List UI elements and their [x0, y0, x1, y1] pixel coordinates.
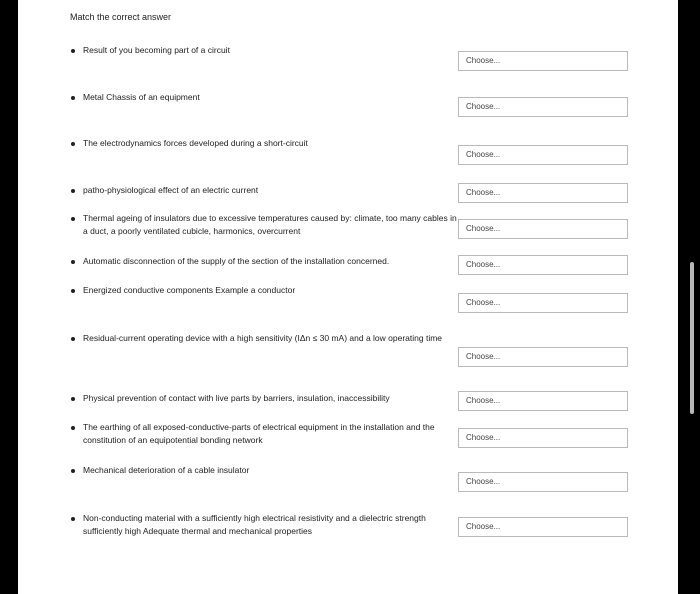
list-item	[70, 212, 460, 238]
item-text: Residual-current operating device with a high sensitivity (IΔn ≤ 30 mA) and a low operating time	[83, 333, 443, 343]
item-text: Non-conducting material with a sufficiently high electrical resistivity and a dielectric strength sufficiently high Adequate thermal and mechanical properties	[83, 513, 426, 536]
bullet-icon	[71, 96, 75, 100]
question-title: Match the correct answer	[70, 12, 172, 22]
bullet-icon	[71, 49, 75, 53]
list-item	[70, 91, 460, 104]
list-item	[70, 284, 460, 297]
item-text: Energized conductive components Example a conductor	[83, 285, 296, 295]
answer-select[interactable]: Choose...	[458, 51, 628, 71]
answer-select[interactable]: Choose...	[458, 293, 628, 313]
bullet-icon	[71, 337, 75, 341]
item-text: Mechanical deterioration of a cable insulator	[83, 465, 250, 475]
item-text: Thermal ageing of insulators due to excessive temperatures caused by: climate, too many cables in a duct, a poorly ventilated cubicle, harmonics, overcurrent	[83, 213, 457, 236]
bullet-icon	[71, 289, 75, 293]
answer-select[interactable]: Choose...	[458, 183, 628, 203]
answer-select[interactable]: Choose...	[458, 391, 628, 411]
quiz-page	[18, 0, 678, 594]
item-text: The electrodynamics forces developed during a short-circuit	[83, 138, 308, 148]
bullet-icon	[71, 217, 75, 221]
bullet-icon	[71, 426, 75, 430]
list-item	[70, 255, 460, 268]
item-text: The earthing of all exposed-conductive-parts of electrical equipment in the installation and the constitution of an equipotential bonding network	[83, 422, 435, 445]
answer-select[interactable]: Choose...	[458, 145, 628, 165]
answer-select[interactable]: Choose...	[458, 255, 628, 275]
list-item	[70, 392, 460, 405]
bullet-icon	[71, 517, 75, 521]
item-text: Result of you becoming part of a circuit	[83, 45, 230, 55]
vertical-scrollbar[interactable]	[690, 262, 694, 414]
bullet-icon	[71, 397, 75, 401]
list-item	[70, 137, 460, 150]
list-item	[70, 44, 460, 57]
list-item	[70, 512, 460, 538]
list-item	[70, 421, 460, 447]
bullet-icon	[71, 189, 75, 193]
item-text: Physical prevention of contact with live parts by barriers, insulation, inaccessibility	[83, 393, 390, 403]
answer-select[interactable]: Choose...	[458, 428, 628, 448]
bullet-icon	[71, 142, 75, 146]
item-text: Metal Chassis of an equipment	[83, 92, 200, 102]
bullet-icon	[71, 260, 75, 264]
answer-select[interactable]: Choose...	[458, 219, 628, 239]
item-text: patho-physiological effect of an electric current	[83, 185, 259, 195]
answer-select[interactable]: Choose...	[458, 347, 628, 367]
answer-select[interactable]: Choose...	[458, 472, 628, 492]
item-text: Automatic disconnection of the supply of the section of the installation concerned.	[83, 256, 390, 266]
list-item	[70, 184, 460, 197]
answer-select[interactable]: Choose...	[458, 517, 628, 537]
bullet-icon	[71, 469, 75, 473]
list-item	[70, 332, 460, 345]
list-item	[70, 464, 460, 477]
answer-select[interactable]: Choose...	[458, 97, 628, 117]
